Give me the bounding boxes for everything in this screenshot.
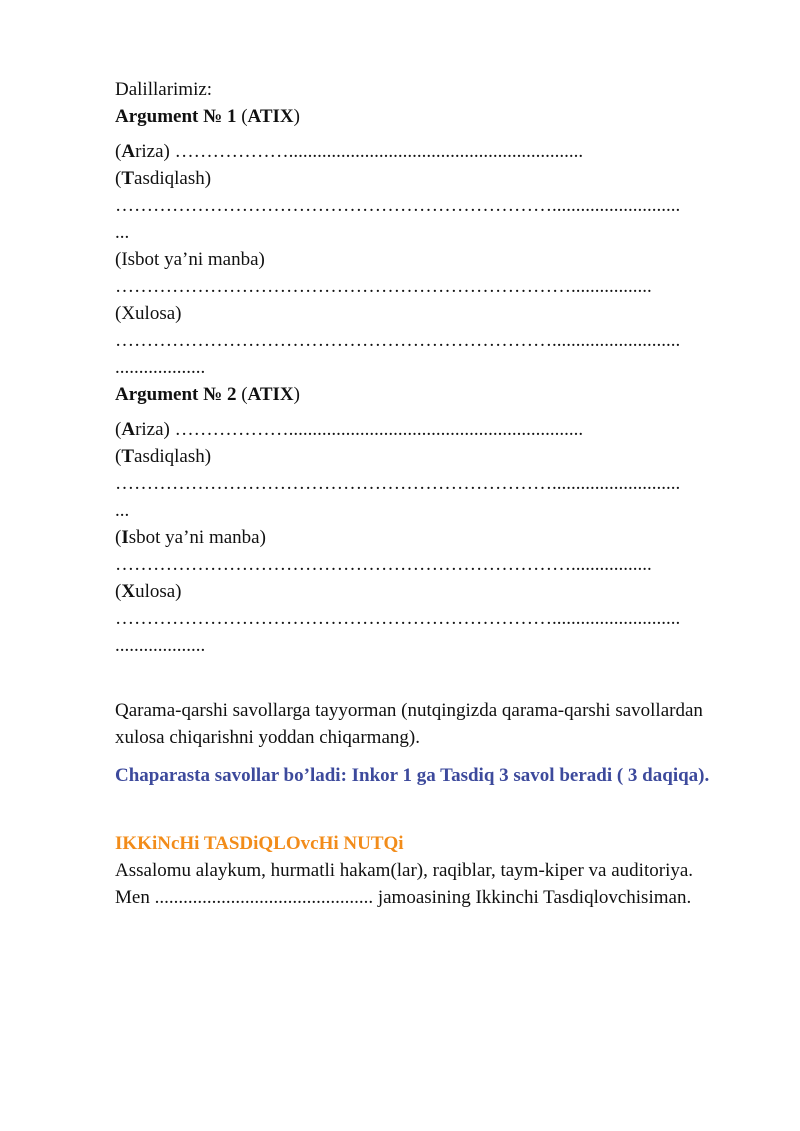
argument-2-ariza: (Ariza) ……………….............................................................. bbox=[115, 419, 584, 440]
argument-2-tasdiqlash-dots-cont: ... bbox=[115, 500, 130, 521]
argument-1-title-text: Argument № 1 bbox=[115, 106, 237, 127]
argument-1-xulosa-dots: ……………………………………………………………........................... bbox=[115, 330, 681, 351]
argument-2-title-suffix: ATIX bbox=[247, 384, 294, 405]
greeting-paragraph: Assalomu alaykum, hurmatli hakam(lar), raqiblar, taym-kiper va auditoriya. bbox=[115, 860, 694, 881]
heading-dalillarimiz: Dalillarimiz: bbox=[115, 79, 213, 100]
argument-2-isbot-dots: ………………………………………………………………................. bbox=[115, 554, 652, 575]
document-page bbox=[115, 76, 745, 911]
chaparasta-note: Chaparasta savollar bo’ladi: Inkor 1 ga Tasdiq 3 savol beradi ( 3 daqiqa). bbox=[115, 765, 710, 786]
argument-2-tasdiqlash-dots: ……………………………………………………………........................... bbox=[115, 473, 681, 494]
argument-2-isbot-label: (Isbot ya’ni manba) bbox=[115, 527, 266, 548]
argument-1-xulosa-dots-cont: ................... bbox=[115, 357, 206, 378]
argument-2-tasdiqlash-label: (Tasdiqlash) bbox=[115, 446, 212, 467]
qarama-qarshi-note: Qarama-qarshi savollarga tayyorman (nutqingizda qarama-qarshi savollardan xulosa chiqarishni yoddan chiqarmang). bbox=[115, 700, 703, 748]
argument-2-title-text: Argument № 2 bbox=[115, 384, 237, 405]
section-title: IKKiNcHi TASDiQLOvcHi NUTQi bbox=[115, 833, 404, 854]
argument-1-tasdiqlash-dots-cont: ... bbox=[115, 222, 130, 243]
argument-2-xulosa-label: (Xulosa) bbox=[115, 581, 182, 602]
argument-1-xulosa-label: (Xulosa) bbox=[115, 303, 182, 324]
argument-1-ariza-dots: ……………….............................................................. bbox=[169, 141, 584, 162]
argument-1-isbot-dots: ………………………………………………………………................. bbox=[115, 276, 652, 297]
argument-1-ariza: (Ariza) ……………….............................................................. bbox=[115, 141, 584, 162]
argument-1-title: Argument № 1 (ATIX) bbox=[115, 106, 300, 127]
argument-2-xulosa-dots-cont: ................... bbox=[115, 635, 206, 656]
argument-1-tasdiqlash-dots: ……………………………………………………………........................... bbox=[115, 195, 681, 216]
argument-1-isbot-label: (Isbot ya’ni manba) bbox=[115, 249, 265, 270]
intro-paragraph: Men .............................................. jamoasining Ikkinchi Tasdiqlovchisiman. bbox=[115, 887, 692, 908]
argument-2-xulosa-dots: ……………………………………………………………........................... bbox=[115, 608, 681, 629]
argument-1-title-suffix: ATIX bbox=[247, 106, 294, 127]
argument-2-title: Argument № 2 (ATIX) bbox=[115, 384, 300, 405]
argument-2-ariza-dots: ……………….............................................................. bbox=[169, 419, 584, 440]
argument-1-tasdiqlash-label: (Tasdiqlash) bbox=[115, 168, 212, 189]
